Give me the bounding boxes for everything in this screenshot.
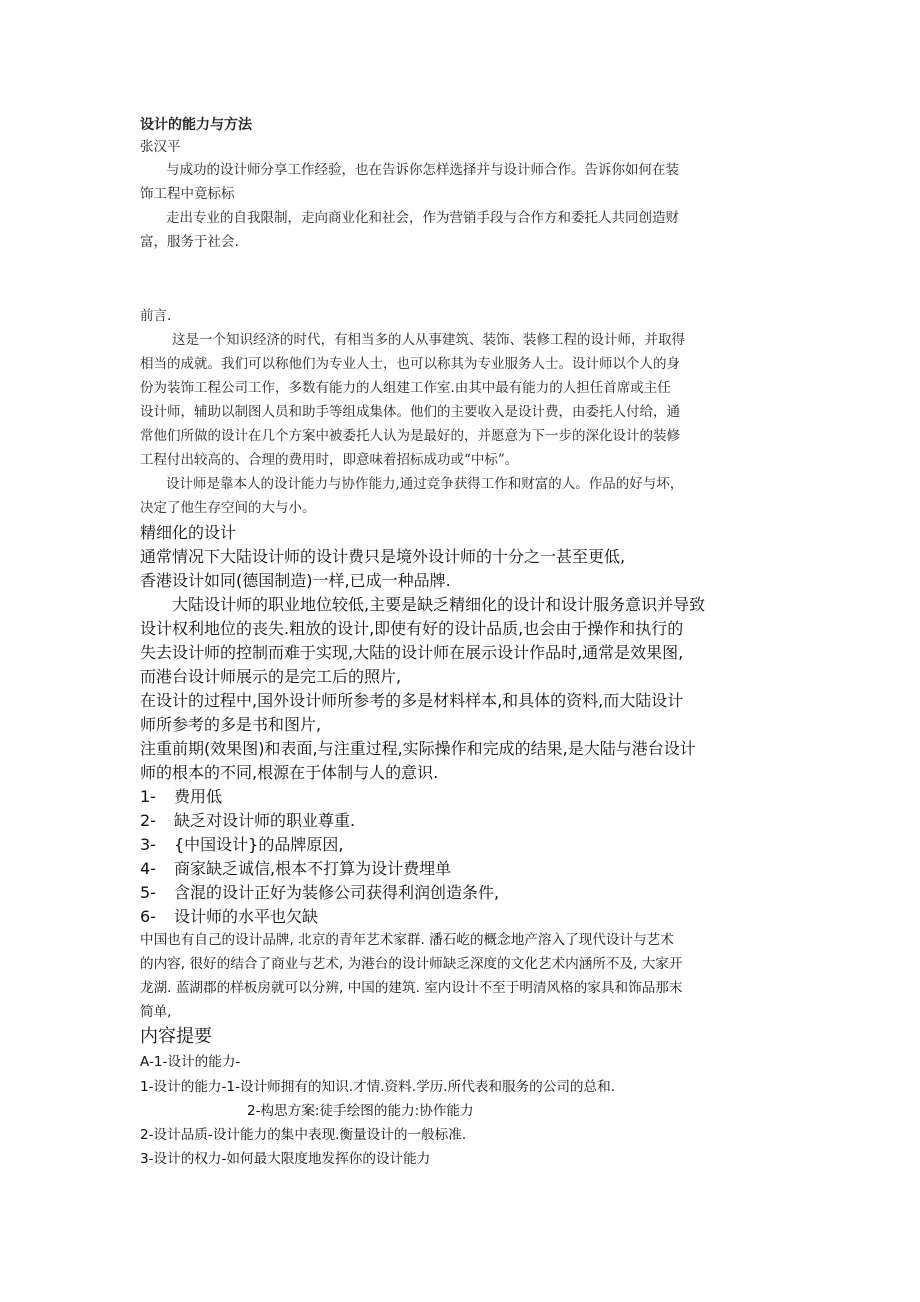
list-item — [140, 909, 318, 925]
summary-line: A-1-设计的能力- — [140, 1054, 241, 1070]
refined-line: 通常情况下大陆设计师的设计费只是境外设计师的十分之一甚至更低, — [140, 547, 626, 566]
preface-line: 这是一个知识经济的时代，有相当多的人从事建筑、装饰、装修工程的设计师，并取得 — [172, 332, 685, 348]
list-item — [140, 885, 499, 901]
section-heading-summary: 内容提要 — [140, 1026, 212, 1047]
list-text: 含混的设计正好为装修公司获得利润创造条件, — [174, 883, 500, 902]
refined-line: 设计权利地位的丧失.粗放的设计,即使有好的设计品质,也会由于操作和执行的 — [140, 619, 684, 638]
list-number: 5- — [140, 883, 156, 902]
refined-line: 而港台设计师展示的是完工后的照片, — [140, 667, 402, 686]
preface-line: 相当的成就。我们可以称他们为专业人士，也可以称其为专业服务人士。设计师以个人的身 — [140, 356, 680, 372]
preface-line: 份为装饰工程公司工作，多数有能力的人组建工作室.由其中最有能力的人担任首席或主任 — [140, 380, 671, 396]
summary-line: 2-构思方案:徒手绘图的能力:协作能力 — [247, 1103, 474, 1119]
document-title: 设计的能力与方法 — [140, 117, 252, 133]
refined-line: 师的根本的不同,根源在于体制与人的意识. — [140, 763, 439, 782]
refined-line: 大陆设计师的职业地位较低,主要是缺乏精细化的设计和设计服务意识并导致 — [172, 595, 706, 614]
preface-line: 设计师，辅助以制图人员和助手等组成集体。他们的主要收入是设计费，由委托人付给，通 — [140, 404, 680, 420]
list-item — [140, 813, 355, 829]
list-item — [140, 789, 222, 805]
list-text: 商家缺乏诚信,根本不打算为设计费埋单 — [174, 859, 452, 878]
preface-line: 设计师是靠本人的设计能力与协作能力,通过竞争获得工作和财富的人。作品的好与坏， — [166, 476, 684, 492]
intro-line: 饰工程中竟标标 — [140, 186, 235, 202]
refined-line: 师所参考的多是书和图片, — [140, 715, 322, 734]
refined-line: 香港设计如同(德国制造)一样,已成一种品牌. — [140, 571, 451, 590]
summary-line: 1-设计的能力-1-设计师拥有的知识.才情.资料.学历.所代表和服务的公司的总和. — [140, 1079, 616, 1095]
intro-line: 与成功的设计师分享工作经验，也在告诉你怎样选择并与设计师合作。告诉你如何在装 — [166, 162, 679, 178]
refined-line: 失去设计师的控制而难于实现,大陆的设计师在展示设计作品时,通常是效果图, — [140, 643, 684, 662]
preface-heading: 前言. — [140, 308, 172, 324]
list-item — [140, 837, 343, 853]
list-number: 3- — [140, 835, 156, 854]
list-text: {中国设计}的品牌原因, — [174, 835, 344, 854]
preface-line: 决定了他生存空间的大与小。 — [140, 500, 316, 516]
refined-line: 在设计的过程中,国外设计师所参考的多是材料样本,和具体的资料,而大陆设计 — [140, 691, 684, 710]
list-text: 设计师的水平也欠缺 — [174, 907, 319, 926]
preface-line: 常他们所做的设计在几个方案中被委托人认为是最好的，并愿意为下一步的深化设计的装修 — [140, 428, 680, 444]
brand-line: 中国也有自己的设计品牌, 北京的青年艺术家群. 潘石屹的概念地产溶入了现代设计与艺术 — [140, 932, 674, 948]
list-text: 缺乏对设计师的职业尊重. — [174, 811, 356, 830]
intro-line: 走出专业的自我限制，走向商业化和社会，作为营销手段与合作方和委托人共同创造财 — [166, 210, 679, 226]
list-number: 2- — [140, 811, 156, 830]
brand-line: 龙湖. 蓝湖郡的样板房就可以分辨, 中国的建筑. 室内设计不至于明清风格的家具和饰品那末 — [140, 980, 683, 996]
list-number: 6- — [140, 907, 156, 926]
summary-line: 2-设计品质-设计能力的集中表现.衡量设计的一般标准. — [140, 1127, 467, 1143]
list-number: 1- — [140, 787, 156, 806]
brand-line: 简单, — [140, 1004, 172, 1020]
summary-line: 3-设计的权力-如何最大限度地发挥你的设计能力 — [140, 1151, 431, 1167]
list-number: 4- — [140, 859, 156, 878]
section-heading-refined: 精细化的设计 — [140, 523, 237, 542]
preface-line: 工程付出较高的、合理的费用时，即意味着招标成功或“中标”。 — [140, 452, 519, 468]
intro-line: 富，服务于社会. — [140, 234, 239, 250]
refined-line: 注重前期(效果图)和表面,与注重过程,实际操作和完成的结果,是大陆与港台设计 — [140, 739, 696, 758]
author-name: 张汉平 — [140, 139, 181, 155]
list-item — [140, 861, 451, 877]
list-text: 费用低 — [174, 787, 223, 806]
brand-line: 的内容, 很好的结合了商业与艺术, 为港台的设计师缺乏深度的文化艺术内涵所不及, 大家开 — [140, 956, 683, 972]
